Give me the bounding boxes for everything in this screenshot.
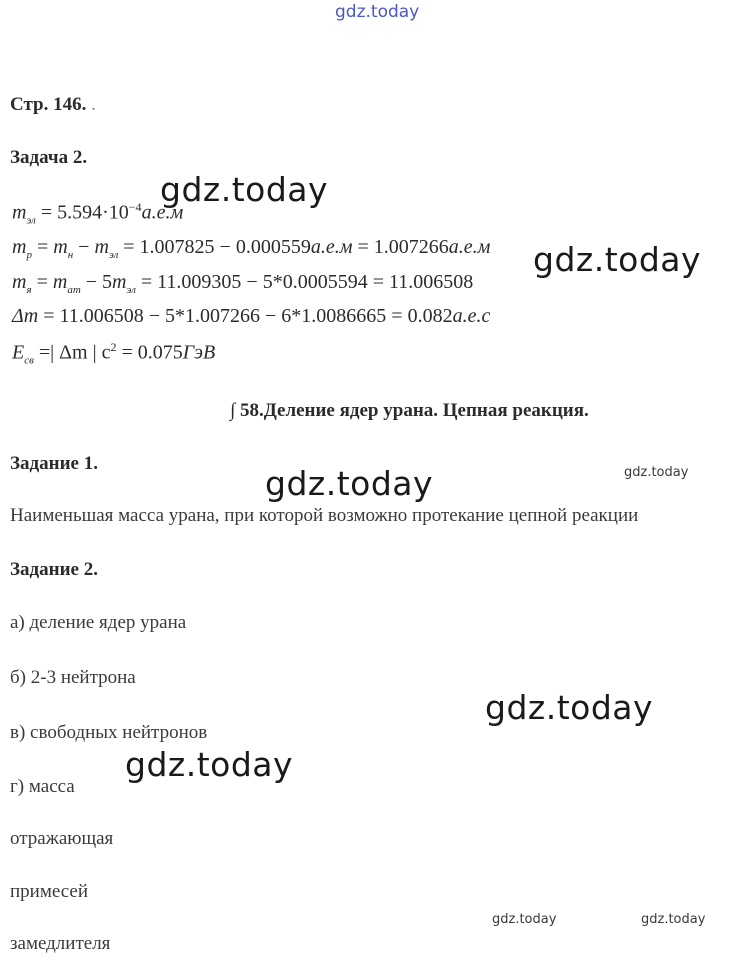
eq-text: = 5.594·10 bbox=[35, 201, 129, 224]
eq-text: − 5 bbox=[80, 271, 113, 293]
answer-item: б) 2-3 нейтрона bbox=[10, 667, 136, 688]
equation-line-3 bbox=[12, 271, 473, 296]
answer-item: замедлителя bbox=[10, 933, 111, 954]
symbol-sub: ат bbox=[67, 284, 81, 296]
watermark: gdz.today bbox=[485, 688, 654, 727]
unit: а.е.м bbox=[310, 236, 353, 258]
eq-text: =| Δm | c bbox=[33, 341, 111, 364]
task1-text: Наименьшая масса урана, при которой возможно протекание цепной реакции bbox=[10, 505, 639, 526]
answer-item: отражающая bbox=[10, 828, 114, 849]
symbol-sub: я bbox=[26, 284, 32, 296]
watermark-small: gdz.today bbox=[641, 912, 706, 927]
eq-text: − bbox=[73, 236, 95, 258]
watermark-small: gdz.today bbox=[492, 912, 557, 927]
watermark-top: gdz.today bbox=[335, 2, 420, 22]
symbol: Δm bbox=[12, 305, 39, 327]
symbol: m bbox=[12, 271, 27, 293]
exponent: 2 bbox=[110, 340, 117, 354]
unit: а.е.м bbox=[141, 201, 184, 224]
task2-heading: Задание 2. bbox=[10, 559, 98, 580]
exponent: −4 bbox=[128, 200, 142, 214]
answer-item: г) масса bbox=[10, 776, 75, 797]
eq-text: = bbox=[31, 236, 54, 258]
watermark: gdz.today bbox=[533, 240, 702, 279]
symbol-sub: св bbox=[24, 354, 34, 367]
symbol: m bbox=[12, 201, 27, 224]
unit: ГэВ bbox=[182, 341, 216, 364]
unit: а.е.с bbox=[452, 305, 491, 327]
symbol: m bbox=[94, 236, 109, 258]
eq-text: = 1.007266 bbox=[352, 236, 449, 258]
task1-heading: Задание 1. bbox=[10, 453, 98, 474]
watermark: gdz.today bbox=[125, 745, 294, 784]
symbol: m bbox=[52, 271, 68, 293]
eq-text: = 11.009305 − 5*0.0005594 = 11.006508 bbox=[135, 271, 474, 293]
equation-line-5 bbox=[12, 340, 215, 367]
watermark: gdz.today bbox=[265, 464, 434, 503]
page-reference bbox=[10, 94, 96, 116]
equation-line-2 bbox=[12, 236, 490, 261]
page-reference-text: Стр. 146. bbox=[10, 94, 87, 115]
watermark: gdz.today bbox=[160, 170, 329, 209]
symbol: m bbox=[53, 236, 68, 258]
eq-text: = 0.075 bbox=[116, 341, 183, 364]
watermark-small: gdz.today bbox=[624, 465, 689, 480]
eq-text: = 11.006508 − 5*1.007266 − 6*1.0086665 = 0.082 bbox=[38, 305, 453, 327]
symbol: m bbox=[12, 236, 27, 258]
answer-item: примесей bbox=[10, 881, 89, 902]
task-heading: Задача 2. bbox=[10, 147, 88, 168]
symbol-sub: эл bbox=[108, 249, 119, 261]
answer-item: в) свободных нейтронов bbox=[10, 722, 208, 743]
eq-text: = 1.007825 − 0.000559 bbox=[118, 236, 311, 258]
equation-line-1 bbox=[12, 200, 183, 227]
equation-line-4 bbox=[12, 305, 490, 328]
symbol: m bbox=[112, 271, 127, 293]
symbol: E bbox=[12, 341, 25, 364]
answer-item: а) деление ядер урана bbox=[10, 612, 187, 633]
symbol-sub: н bbox=[67, 249, 74, 261]
symbol-sub: эл bbox=[126, 284, 136, 296]
eq-text: = bbox=[31, 271, 53, 293]
section-heading: ∫ 58.Деление ядер урана. Цепная реакция. bbox=[230, 400, 589, 421]
page-reference-dot: . bbox=[91, 94, 96, 115]
unit: а.е.м bbox=[448, 236, 491, 258]
symbol-sub: p bbox=[26, 249, 32, 261]
symbol-sub: эл bbox=[26, 214, 36, 227]
